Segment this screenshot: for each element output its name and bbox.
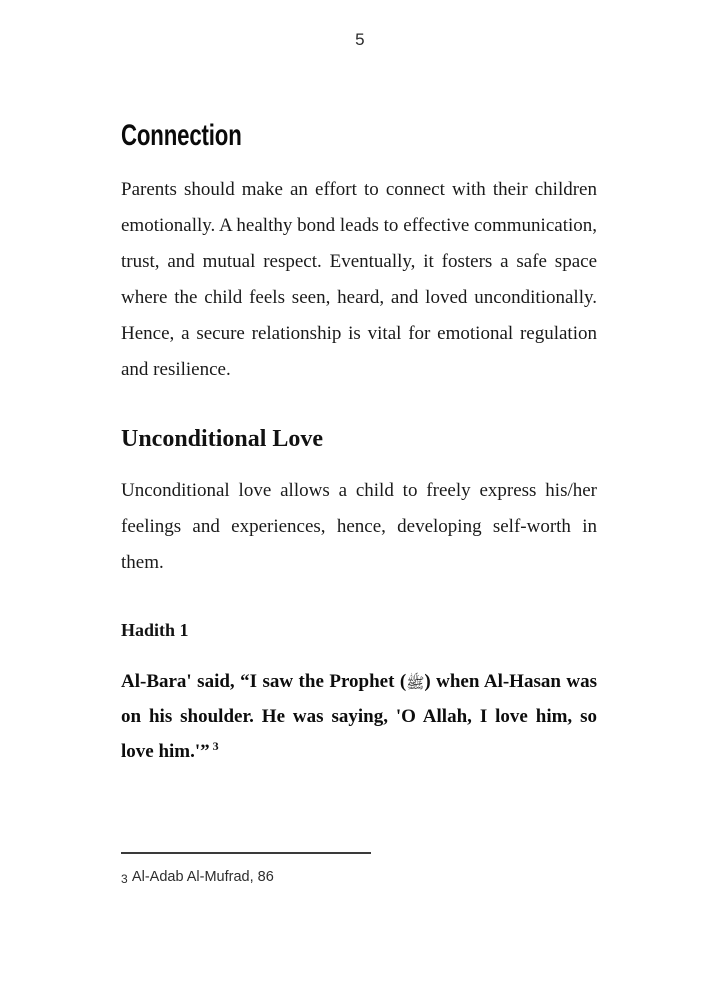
section-heading-unconditional-love: Unconditional Love (121, 425, 324, 452)
footnote-area (121, 852, 597, 886)
hadith-quote-text-before-honorific: Al-Bara' said, “I saw the Prophet ( (121, 670, 407, 692)
footnote-separator-rule (121, 852, 371, 854)
page-number: 5 (355, 30, 365, 49)
sallallahu-alayhi-wasallam-icon: ﷺ (406, 673, 425, 692)
section-heading-connection: Connection (121, 119, 242, 152)
hadith-quote-text-after-honorific: ) when Al-Hasan was on his shoulder. He was saying, 'O Allah, I love him, so love him.'” (121, 670, 597, 762)
footnote-entry (121, 868, 597, 886)
hadith-label: Hadith 1 (121, 620, 189, 641)
footnote-number: 3 (121, 871, 128, 886)
page-content (121, 0, 597, 769)
paragraph-unconditional-love: Unconditional love allows a child to freely express his/her feelings and experiences, hence, developing self-worth in them. (121, 480, 597, 574)
paragraph-connection: Parents should make an effort to connect with their children emotionally. A healthy bond leads to effective communication, trust, and mutual respect. Eventually, it fosters a safe space where the child feels seen, heard, and loved unconditionally. Hence, a secure relationship is vital for emotional regulation and resilience. (121, 178, 597, 380)
hadith-quote (121, 642, 597, 769)
footnote-reference-marker: 3 (212, 738, 219, 753)
footnote-citation-text: Al-Adab Al-Mufrad, 86 (131, 869, 274, 885)
